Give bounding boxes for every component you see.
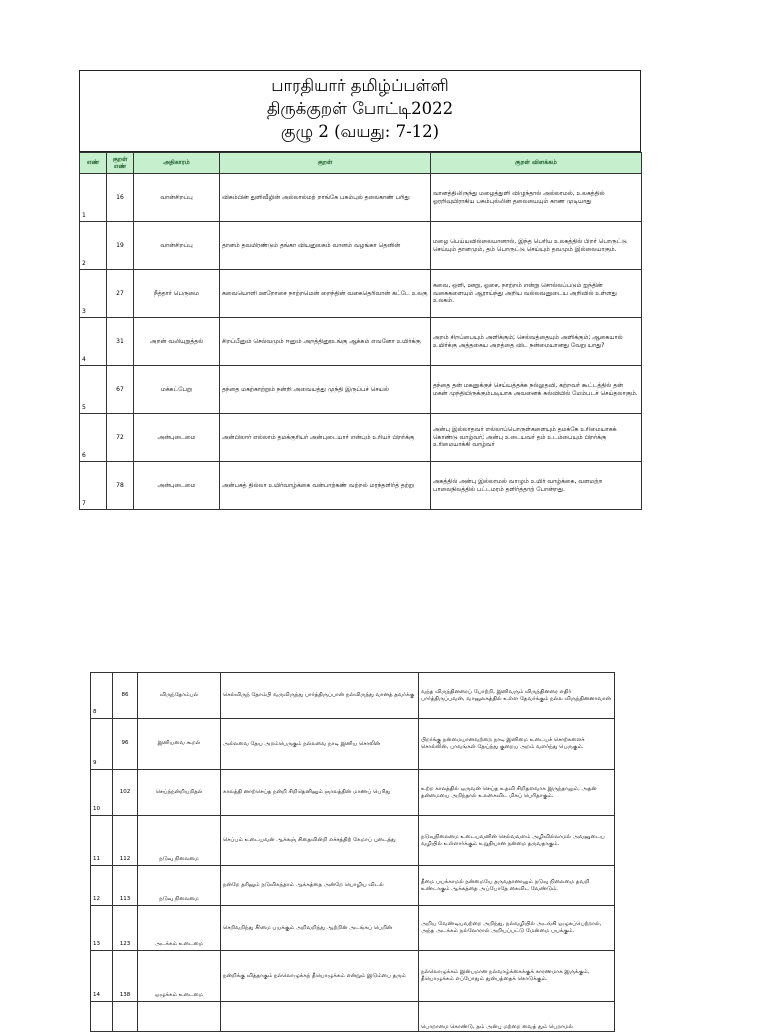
chapter-name: நடுவு நிலைமை — [138, 816, 221, 866]
row-serial-number: 14 — [91, 951, 113, 1002]
kural-explanation: மழை பெய்யவில்லையானால், இந்த பெரிய உலகத்தில் பிறர் பொருட்டு செய்யும் தானமும், தம் பொருட்டு செய்யும் தவமும் இல்லையாகும். — [431, 222, 642, 270]
table-row — [91, 866, 615, 906]
table-row — [80, 414, 642, 462]
kural-number: 102 — [113, 770, 138, 816]
kural-text: நன்றே தரினும் நடுவிகந்தாம் ஆக்கத்தை அன்றே யொழிய விடல் — [221, 866, 419, 906]
chapter-name: செய்ந்நன்றியறிதல் — [138, 770, 221, 816]
row-serial-number: 13 — [91, 906, 113, 951]
chapter-name: அறன் வலியுறுத்தல் — [134, 318, 220, 366]
table-row — [91, 770, 615, 816]
kural-explanation: நடுவுநிலைமை உடையவனின் செல்வவளம் அழிவில்லாமல் அவனுடைய வழியில் உள்ளார்க்கும் உறுதியான நன்மை தருவதாகும். — [419, 816, 615, 866]
header-explanation: குறள் விளக்கம் — [431, 153, 642, 174]
kural-table-page1 — [79, 152, 642, 510]
kural-number: 19 — [107, 222, 134, 270]
kural-explanation: சுவை, ஒளி, ஊறு, ஓசை, நாற்றம் என்று சொல்லப்படும் ஐந்தின் வகைகளையும் ஆராய்ந்து அறிய வல்லவனுடைய அறிவில் உள்ளது உலகம். — [431, 270, 642, 318]
kural-explanation: வானத்திலிருந்து மழைத்துளி விழுந்தால் அல்லாமல், உலகத்தில் ஓரறிவுயிராகிய பசும்புல்லின் தலையையும் காண முடியாது — [431, 174, 642, 222]
row-serial-number: 12 — [91, 866, 113, 906]
kural-table-page2 — [90, 672, 615, 1032]
kural-number: 16 — [107, 174, 134, 222]
kural-explanation: தந்தை தன் மகனுக்குச் செய்யத்தக்க நல்லுதவி, கற்றவர் கூட்டத்தில் தன் மகன் முந்தியிருக்கும்படியாக அவனைக் கல்வியில் மேம்படச் செய்தலாகும். — [431, 366, 642, 414]
empty-cell — [221, 1002, 419, 1032]
kural-text: நன்றிக்கு வித்தாகும் நல்லொழுக்கந் தீயொழுக்கம் என்றும் இடும்பை தரும் — [221, 951, 419, 1002]
chapter-name: வான்சிறப்பு — [134, 174, 220, 222]
row-serial-number: 8 — [91, 673, 113, 719]
kural-explanation: அறம் சிறப்பையும் அளிக்கும்; செல்வத்தையும் அளிக்கும்; ஆகையால் உயிர்க்கு அத்தகைய அறத்தை விட நன்மையானது வேறு யாது? — [431, 318, 642, 366]
row-serial-number: 1 — [80, 174, 107, 222]
kural-number: 72 — [107, 414, 134, 462]
kural-text: தந்தை மகற்காற்றும் நன்றி அவையத்து முந்தி இருப்பச் செயல் — [220, 366, 431, 414]
kural-explanation: அகத்தில் அன்பு இல்லாமல் வாழும் உயிர் வாழ்க்கை, வளமற்ற பாலைநிலத்தில் பட்டமரம் தளிர்த்தாற் போன்றது. — [431, 462, 642, 510]
kural-text: விசும்பின் துளிவீழின் அல்லால்மற் றாங்கே பசும்புல் தலைகாண் பரிது — [220, 174, 431, 222]
kural-text: சிறப்பீனும் செல்வமும் ஈனும் அறத்தினூஉங்கு ஆக்கம் எவனோ உயிர்க்கு — [220, 318, 431, 366]
table-row — [91, 906, 615, 951]
kural-explanation: அன்பு இல்லாதவர் எல்லாப்பொருள்களையும் தமக்கே உரிமையாகக் கொண்டு வாழ்வர்; அன்பு உடையவர் தம் உடம்பையும் பிறர்க்கு உரிமையாக்கி வாழ்வர் — [431, 414, 642, 462]
empty-cell — [113, 1002, 138, 1032]
chapter-name: நடுவு நிலைமை — [138, 866, 221, 906]
table-row — [80, 222, 642, 270]
kural-explanation: பிறர்க்கு நன்மையானவற்றை நாடி இனிமை உடையச் சொற்களைச் சொல்லின், பாவங்கள் தேய்ந்து குறைய அறம் வளர்ந்து பெருகும். — [419, 719, 615, 770]
kural-text: செறிவறிந்து சீர்மை பயக்கும் அறிவறிந்து ஆற்றின் அடங்கப் பெறின் — [221, 906, 419, 951]
kural-number: 78 — [107, 462, 134, 510]
kural-text: காலத்தி னாற்செய்த நன்றி சிறிதெனினும் ஞாலத்தின் மாணப் பெரிது — [221, 770, 419, 816]
header-serial: எண் — [80, 153, 107, 174]
chapter-name: அன்புடைமை — [134, 414, 220, 462]
header-chapter: அதிகாரம் — [134, 153, 220, 174]
kural-number: 123 — [113, 906, 138, 951]
table-row — [91, 673, 615, 719]
row-serial-number: 4 — [80, 318, 107, 366]
kural-number: 112 — [113, 816, 138, 866]
empty-cell — [138, 1002, 221, 1032]
table-row — [91, 816, 615, 866]
chapter-name: விருந்தோம்பல் — [138, 673, 221, 719]
row-serial-number: 3 — [80, 270, 107, 318]
kural-explanation: நல்லொழுக்கம் இன்பமான நல்வாழ்க்கைக்குக் காரணமாக இருக்கும், தீயொழுக்கம் எப்போதும் துன்பத்தைக் கொடுக்கும். — [419, 951, 615, 1002]
table-row — [91, 951, 615, 1002]
kural-text: அன்பிலார் எல்லாம் தமக்குரியர் அன்புடையார் என்பும் உரியர் பிறர்க்கு — [220, 414, 431, 462]
kural-number: 31 — [107, 318, 134, 366]
chapter-name: ஒழுக்கம் உடைமை — [138, 951, 221, 1002]
competition-title: திருக்குறள் போட்டி2022 — [266, 99, 454, 118]
empty-cell — [91, 1002, 113, 1032]
row-serial-number: 6 — [80, 414, 107, 462]
group-label: குழு 2 (வயது: 7-12) — [280, 122, 440, 141]
table-row — [80, 462, 642, 510]
chapter-name: மக்கட்பேறு — [134, 366, 220, 414]
kural-number: 96 — [113, 719, 138, 770]
header-kural-number: குறள் எண் — [107, 153, 134, 174]
partial-explanation: பொறாமை கொண்டு, தம் அன்பு மற்றை வைத் தும் பெறாமல் — [419, 1002, 615, 1032]
kural-text: செல்விருந் தோம்பி வருவிருந்து பார்த்திருப்பான் நல்விருந்து வானத் தவர்க்கு — [221, 673, 419, 719]
table-row-partial — [91, 1002, 615, 1032]
table-row — [80, 318, 642, 366]
header-kural: குறள் — [220, 153, 431, 174]
kural-text: அல்லவை தேய அறம்பெருகும் நல்லவை நாடி இனிய சொலின் — [221, 719, 419, 770]
row-serial-number: 10 — [91, 770, 113, 816]
document-title-box — [79, 70, 641, 152]
row-serial-number: 11 — [91, 816, 113, 866]
kural-text: சுவையொளி ஊறோசை நாற்றமென் றைந்தின் வகைதெரிவான் கட்டே உலகு — [220, 270, 431, 318]
kural-text: தானம் தவமிரண்டும் தங்கா வியனுலகம் வானம் வழங்கா தெனின் — [220, 222, 431, 270]
kural-text: அன்பகத் தில்லா உயிர்வாழ்க்கை வன்பாற்கண் வற்றல் மரந்தளிர்த் தற்று — [220, 462, 431, 510]
table-row — [91, 719, 615, 770]
table-row — [80, 174, 642, 222]
table-header-row — [80, 153, 642, 174]
kural-number: 67 — [107, 366, 134, 414]
kural-number: 27 — [107, 270, 134, 318]
kural-explanation: வந்த விருந்தினரைப் போற்றி, இனிவரும் விருந்தினரை எதிர் பார்த்திருப்பவன், வானுலகத்தில் உள்ள தேவர்க்கும் நல்ல விருந்தினனாவான் — [419, 673, 615, 719]
row-serial-number: 9 — [91, 719, 113, 770]
kural-number: 138 — [113, 951, 138, 1002]
row-serial-number: 5 — [80, 366, 107, 414]
kural-text: செப்பம் உடையவன் ஆக்கஞ் சிதைவின்றி எச்சத்திற் கேமாப் புடைத்து — [221, 816, 419, 866]
table-row — [80, 366, 642, 414]
kural-explanation: தீமை பயக்காமல் நன்மையே தருவதானாலும் நடுவு நிலைமை தவறி உண்டாகும் ஆக்கத்தை அப்போதே கைவிட வேண்டும். — [419, 866, 615, 906]
kural-explanation: அறிய வேண்டியவற்றை அறிந்து, நல்வழியில் அடங்கி ஒழுகப்பெற்றால், அந்த அடக்கம் நல்லோரால் அறியப்பட்டு மேன்மை பயக்கும். — [419, 906, 615, 951]
chapter-name: இனியவை கூறல் — [138, 719, 221, 770]
school-name: பாரதியார் தமிழ்ப்பள்ளி — [271, 76, 449, 95]
chapter-name: அடக்கம் உடைமை — [138, 906, 221, 951]
row-serial-number: 7 — [80, 462, 107, 510]
chapter-name: அன்புடைமை — [134, 462, 220, 510]
kural-number: 113 — [113, 866, 138, 906]
kural-explanation: உற்ற காலத்தில் ஒருவன் செய்த உதவி சிறிதளவாக இருந்தாலும், அதன் தன்மையை அறிந்தால் உலகைவிட மிகப் பெரிதாகும். — [419, 770, 615, 816]
chapter-name: நீத்தார் பெருமை — [134, 270, 220, 318]
chapter-name: வான்சிறப்பு — [134, 222, 220, 270]
row-serial-number: 2 — [80, 222, 107, 270]
kural-number: 86 — [113, 673, 138, 719]
table-row — [80, 270, 642, 318]
